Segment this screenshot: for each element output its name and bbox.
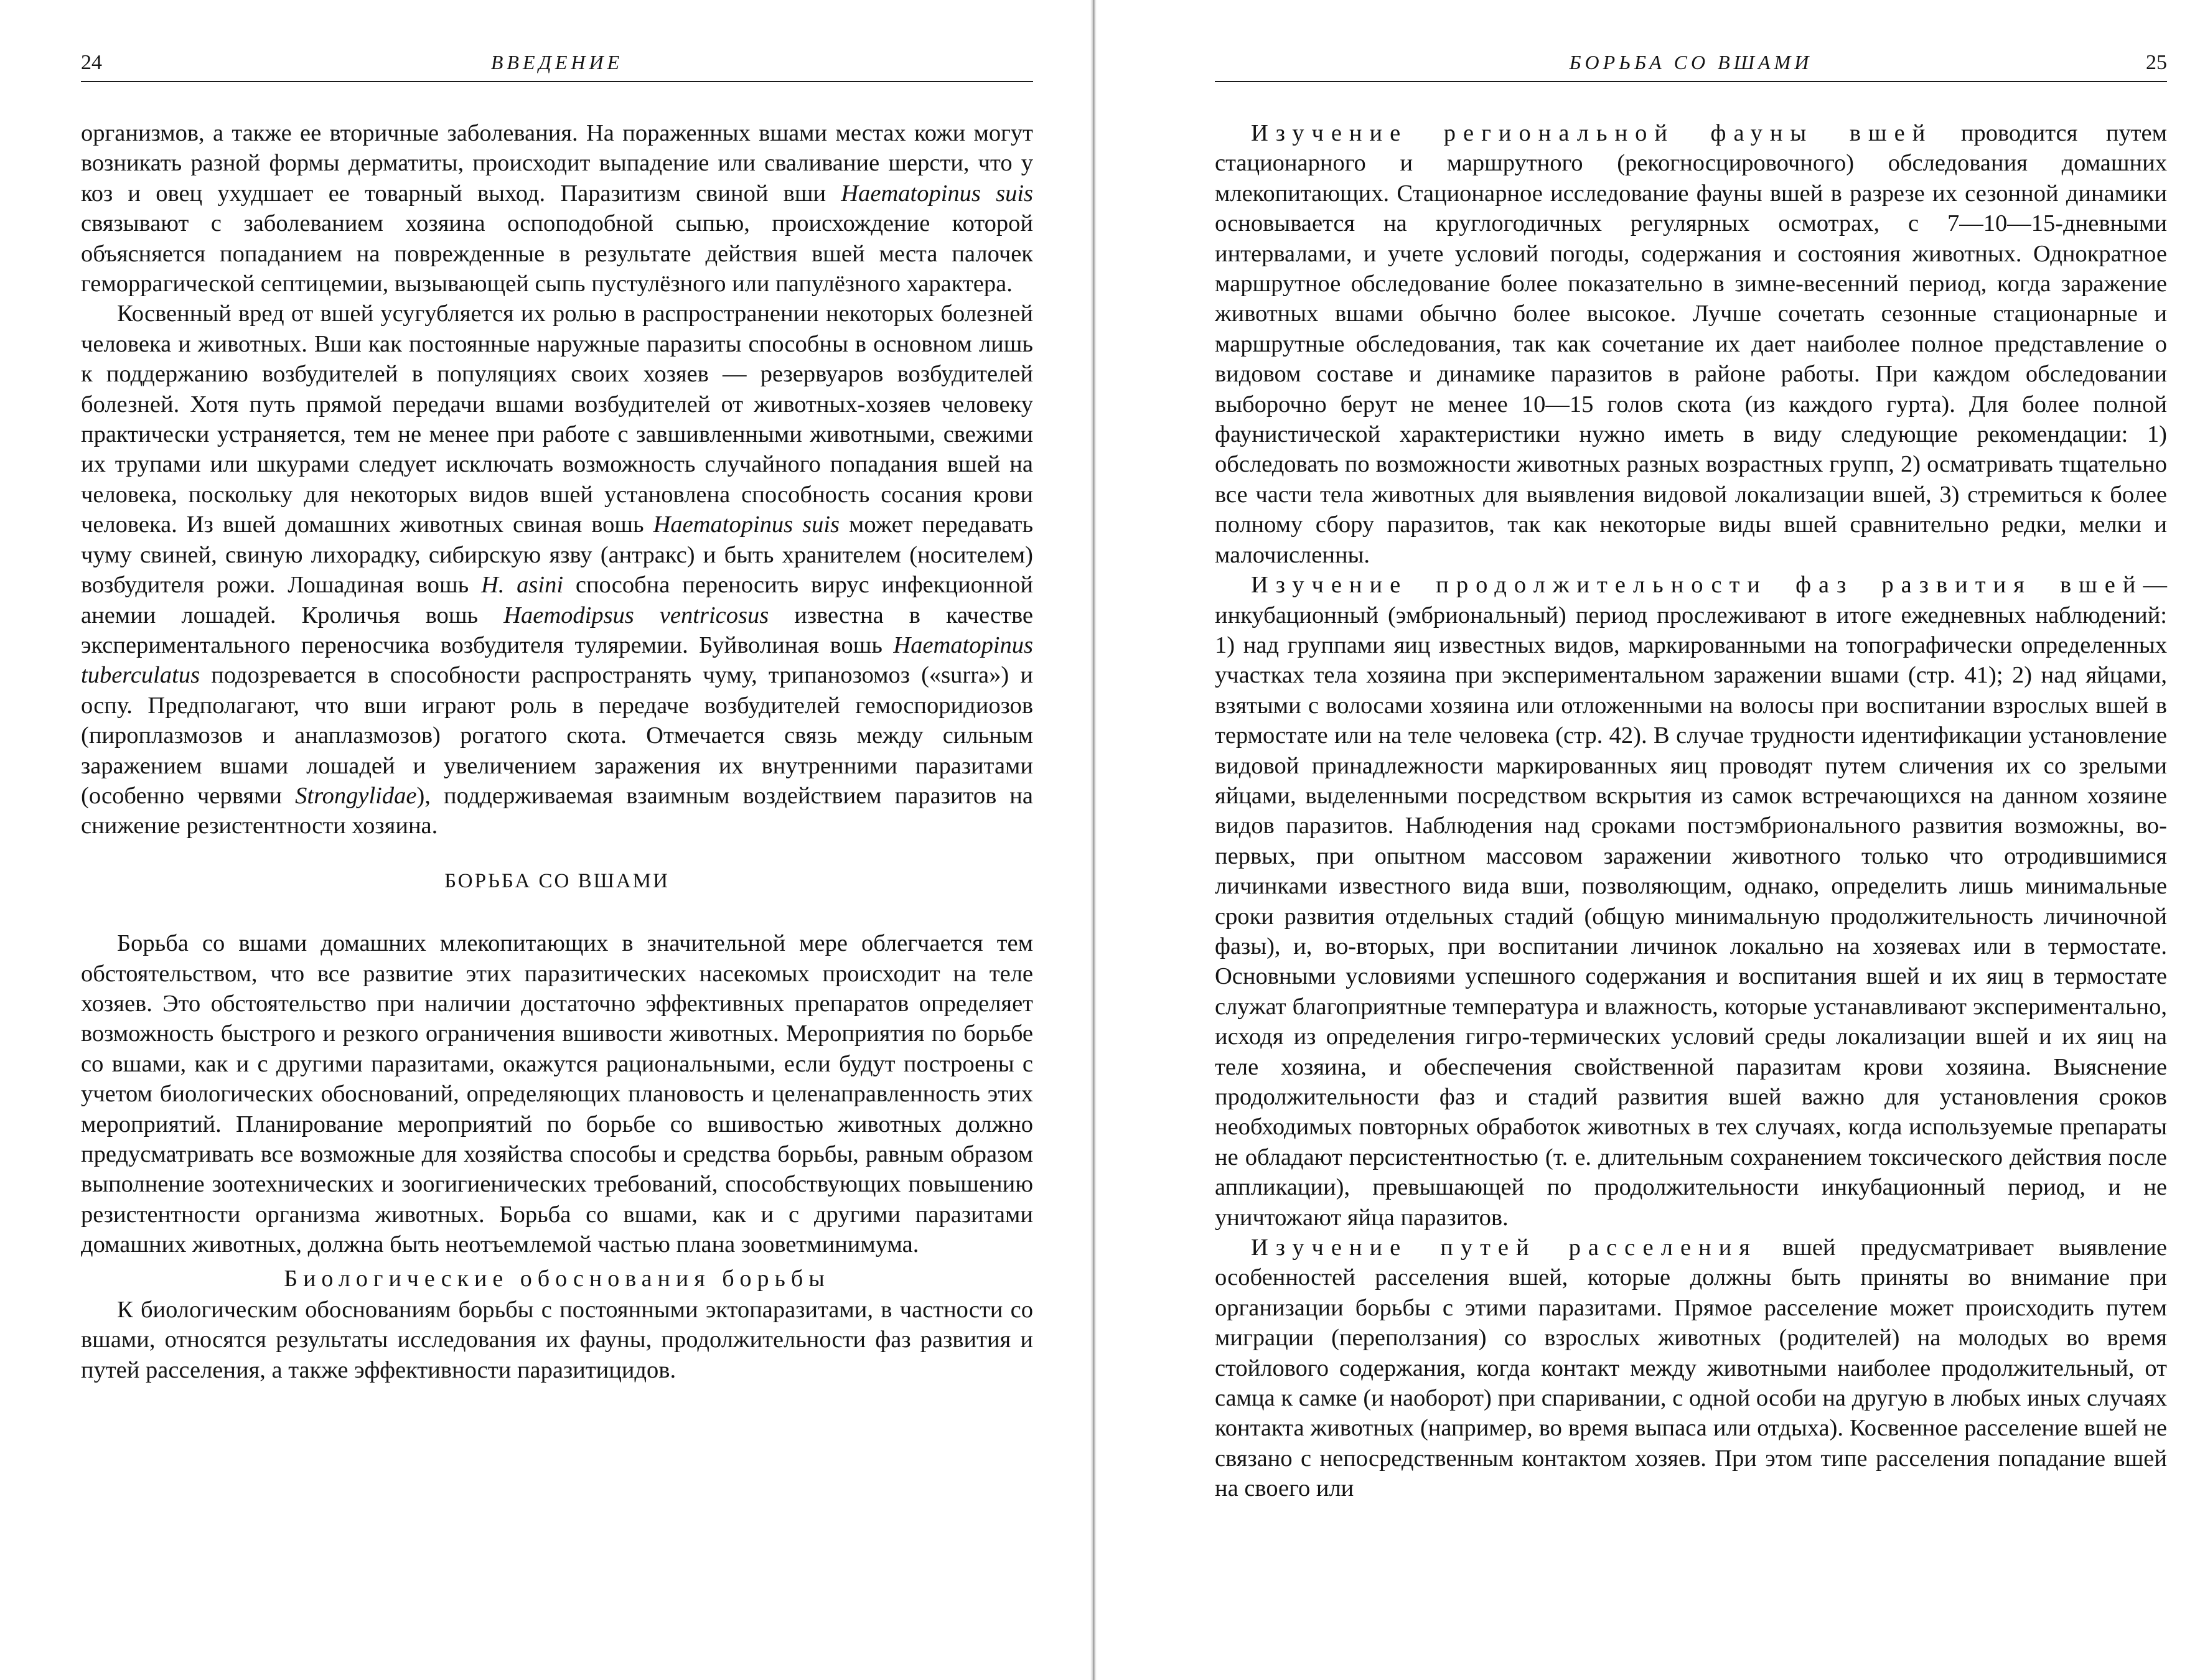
section-heading: БОРЬБА СО ВШАМИ xyxy=(444,869,670,892)
paragraph: Изучение путей расселения вшей предусматривает выявление особенностей расселения вшей, которые должны быть приняты во внимание при организации борьбы с этими паразитами. Прямое расселение может происходить путем миграции (переползания) со взрослых животных (родителей) на молодых во время стойлового содержания, когда контакт между животными наиболее продолжительный, от самца к самке (и наоборот) при спаривании, с одной особи на другую в любых иных случаях контакта животных (например, во время выпаса или отдыха). Косвенное расселение вшей не связано с непосредственным контактом хозяев. При этом типе расселения попадание вшей на своего или xyxy=(1215,1234,2167,1502)
paragraph: К биологическим обоснованиям борьбы с постоянными эктопаразитами, в частности со вшами, относятся результаты исследования их фауны, продолжительности фаз развития и путей расселения, а также эффективности паразитицидов. xyxy=(81,1297,1033,1383)
left-page-body xyxy=(81,118,1033,1385)
running-head: ВВЕДЕНИЕ xyxy=(490,51,624,73)
paragraph: организмов, а также ее вторичные заболевания. На пораженных вшами местах кожи могут возникать разной формы дерматиты, происходит выпадение или сваливание шерсти, что у коз и овец ухудшает ее товарный выход. Паразитизм свиной вши Haematopinus suis связывают с заболеванием хозяина оспоподобной сыпью, происхождение которой объясняется попаданием на поврежденные в результате действия вшей места палочек геморрагической септицемии, вызывающей сыпь пустулёзного или папулёзного характера. xyxy=(81,120,1034,297)
header-rule xyxy=(1215,81,2167,82)
page-number: 24 xyxy=(81,51,102,74)
paragraph: Борьба со вшами домашних млекопитающих в значительной мере облегчается тем обстоятельством, что все развитие этих паразитических насекомых происходит на теле хозяев. Это обстоятельство при наличии достаточно эффективных препаратов определяет возможность быстрого и резкого ограничения вшивости животных. Мероприятия по борьбе со вшами, как и с другими паразитами, окажутся рациональными, если будут построены с учетом биологических обоснований, определяющих плановость и целенаправленность этих мероприятий. Планирование мероприятий по борьбе со вшивостью животных должно предусматривать все возможные для хозяйства способы и средства борьбы, равным образом выполнение зоотехнических и зоогигиенических требований, способствующих повышению резистентности организма животных. Борьба со вшами, как и с другими паразитами домашних животных, должна быть неотъемлемой частью плана зооветминимума. xyxy=(81,930,1033,1258)
paragraph: Косвенный вред от вшей усугубляется их ролью в распространении некоторых болезней человека и животных. Вши как постоянные наружные паразиты способны в основном лишь к поддержанию возбудителей в популяциях своих хозяев — резервуаров возбудителей болезней. Хотя путь прямой передачи вшами возбудителей от животных-хозяев человеку практически устраняется, тем не менее при работе с завшивленными животными, свежими их трупами или шкурами следует исключать возможность случайного попадания вшей на человека, поскольку для некоторых видов вшей установлена способность сосания крови человека. Из вшей домашних животных свиная вошь Haematopinus suis может передавать чуму свиней, свиную лихорадку, сибирскую язву (антракс) и быть хранителем (носителем) возбудителя рожи. Лошадиная вошь H. asini способна переносить вирус инфекционной анемии лошадей. Кроличья вошь Haemodipsus ventricosus известна в качестве экспериментального переносчика возбудителя туляремии. Буйволиная вошь Haematopinus tuberculatus подозревается в способности распространять чуму, трипанозомоз («surra») и оспу. Предполагают, что вши играют роль в передаче возбудителей гемоспоридиозов (пироплазмозов и анаплазмозов) рогатого скота. Отмечается связь между сильным заражением вшами лошадей и увеличением заражения их внутренними паразитами (особенно червями Strongylidae), поддерживаемая взаимным воздействием паразитов на снижение резистентности хозяина. xyxy=(81,301,1034,839)
book-gutter xyxy=(1090,0,1097,1680)
header-rule xyxy=(81,81,1033,82)
spaced-lead: Изучение региональной фауны вшей xyxy=(1251,120,1933,146)
left-page xyxy=(0,0,1090,1680)
spaced-lead: Изучение продолжительности фаз развития вшей xyxy=(1251,572,2143,599)
left-page-header xyxy=(81,51,1033,80)
right-page xyxy=(1097,0,2200,1680)
subsection-heading: Биологические обоснования борьбы xyxy=(284,1265,830,1292)
running-head: БОРЬБА СО ВШАМИ xyxy=(1569,51,1813,73)
right-page-body xyxy=(1215,118,2167,1504)
paragraph: Изучение продолжительности фаз развития вшей— инкубационный (эмбриональный) период прослеживают в итоге ежедневных наблюдений: 1) над группами яиц известных видов, маркированными на топографически определенных участках тела хозяина при экспериментальном заражении вшами (стр. 41); 2) над яйцами, взятыми с волосами хозяина или отложенными на волосы при воспитании взрослых вшей в термостате или на теле человека (стр. 42). В случае трудности идентификации установление видовой принадлежности маркированных яиц проводят путем сличения их со зрелыми яйцами, выделенными посредством вскрытия из самок встречающихся на данном хозяине видов паразитов. Наблюдения над сроками постэмбрионального развития возможны, во-первых, при опытном массовом заражении животного только что отродившимися личинками известного вида вши, позволяющим, однако, определить лишь минимальные сроки развития отдельных стадий (общую минимальную продолжительность личиночной фазы), и, во-вторых, при воспитании личинок локально на хозяевах или в термостате. Основными условиями успешного содержания и воспитания вшей и их яиц в термостате служат благоприятные температура и влажность, которые устанавливают экспериментально, исходя из определения гигро-термических условий среды локализации вшей и их яиц на теле хозяина, и обеспечения свойственной паразитам крови хозяина. Выяснение продолжительности фаз и стадий развития вшей важно для установления сроков необходимых повторных обработок животных в тех случаях, когда используемые препараты не обладают персистентностью (т. е. длительным сохранением токсического действия после аппликации), превышающей по продолжительности инкубационный период, и не уничтожают яйца паразитов. xyxy=(1215,572,2167,1231)
right-page-header xyxy=(1215,51,2167,80)
spaced-lead: Изучение путей расселения xyxy=(1251,1234,1758,1261)
page-number: 25 xyxy=(2146,51,2167,74)
paragraph: Изучение региональной фауны вшей проводится путем стационарного и маршрутного (рекогносцировочного) обследования домашних млекопитающих. Стационарное исследование фауны вшей в разрезе их сезонной динамики основывается на круглогодичных регулярных осмотрах, с 7—10—15-дневными интервалами, и учете условий погоды, содержания и состояния животных. Однократное маршрутное обследование более показательно в зимне-весенний период, когда заражение животных вшами обычно более высокое. Лучше сочетать сезонные стационарные и маршрутные обследования, так как сочетание их дает наиболее полное представление о видовом составе и динамике паразитов в районе работы. При каждом обследовании выборочно берут не менее 10—15 голов скота (из каждого гурта). Для более полной фаунистической характеристики нужно иметь в виду следующие рекомендации: 1) обследовать по возможности животных разных возрастных групп, 2) осматривать тщательно все части тела животных для выявления видовой локализации вшей, 3) стремиться к более полному сбору паразитов, так как некоторые виды вшей сравнительно редки, мелки и малочисленны. xyxy=(1215,120,2167,568)
